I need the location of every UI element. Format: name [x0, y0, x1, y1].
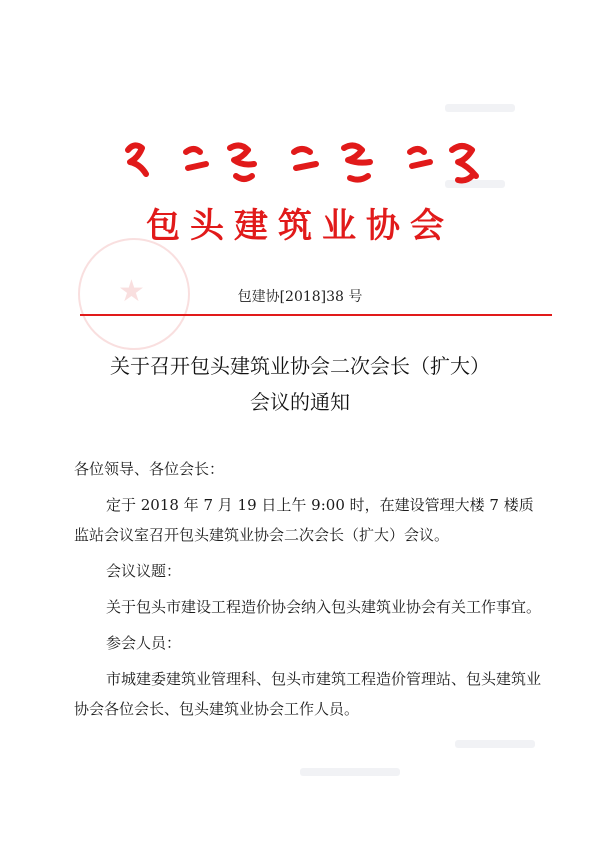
attendees-label: 参会人员： — [106, 634, 182, 652]
mongolian-letterhead-glyphs — [118, 132, 498, 192]
mongolian-script-header — [118, 132, 498, 192]
meeting-time-paragraph: 定于 2018 年 7 月 19 日上午 9:00 时，在建设管理大楼 7 楼质监站会议室召开包头建筑业协会二次会长（扩大）会议。 — [74, 496, 534, 544]
red-divider — [80, 314, 552, 316]
attendees-text: 市城建委建筑业管理科、包头市建筑工程造价管理站、包头建筑业协会各位会长、包头建筑业协会工作人员。 — [74, 670, 542, 718]
bleedthrough-line — [300, 768, 400, 776]
organization-title: 包头建筑业协会 — [146, 206, 454, 246]
salutation: 各位领导、各位会长： — [74, 460, 225, 478]
notice-body — [74, 454, 544, 730]
notice-title — [0, 348, 600, 420]
document-number: 包建协[2018]38 号 — [237, 289, 363, 305]
bleedthrough-line — [445, 104, 515, 112]
agenda-text: 关于包头市建设工程造价协会纳入包头建筑业协会有关工作事宜。 — [106, 598, 542, 616]
bleedthrough-line — [455, 740, 535, 748]
notice-title-line-2: 会议的通知 — [250, 390, 350, 414]
agenda-label: 会议议题： — [106, 562, 182, 580]
notice-title-line-1: 关于召开包头建筑业协会二次会长（扩大） — [110, 354, 490, 378]
